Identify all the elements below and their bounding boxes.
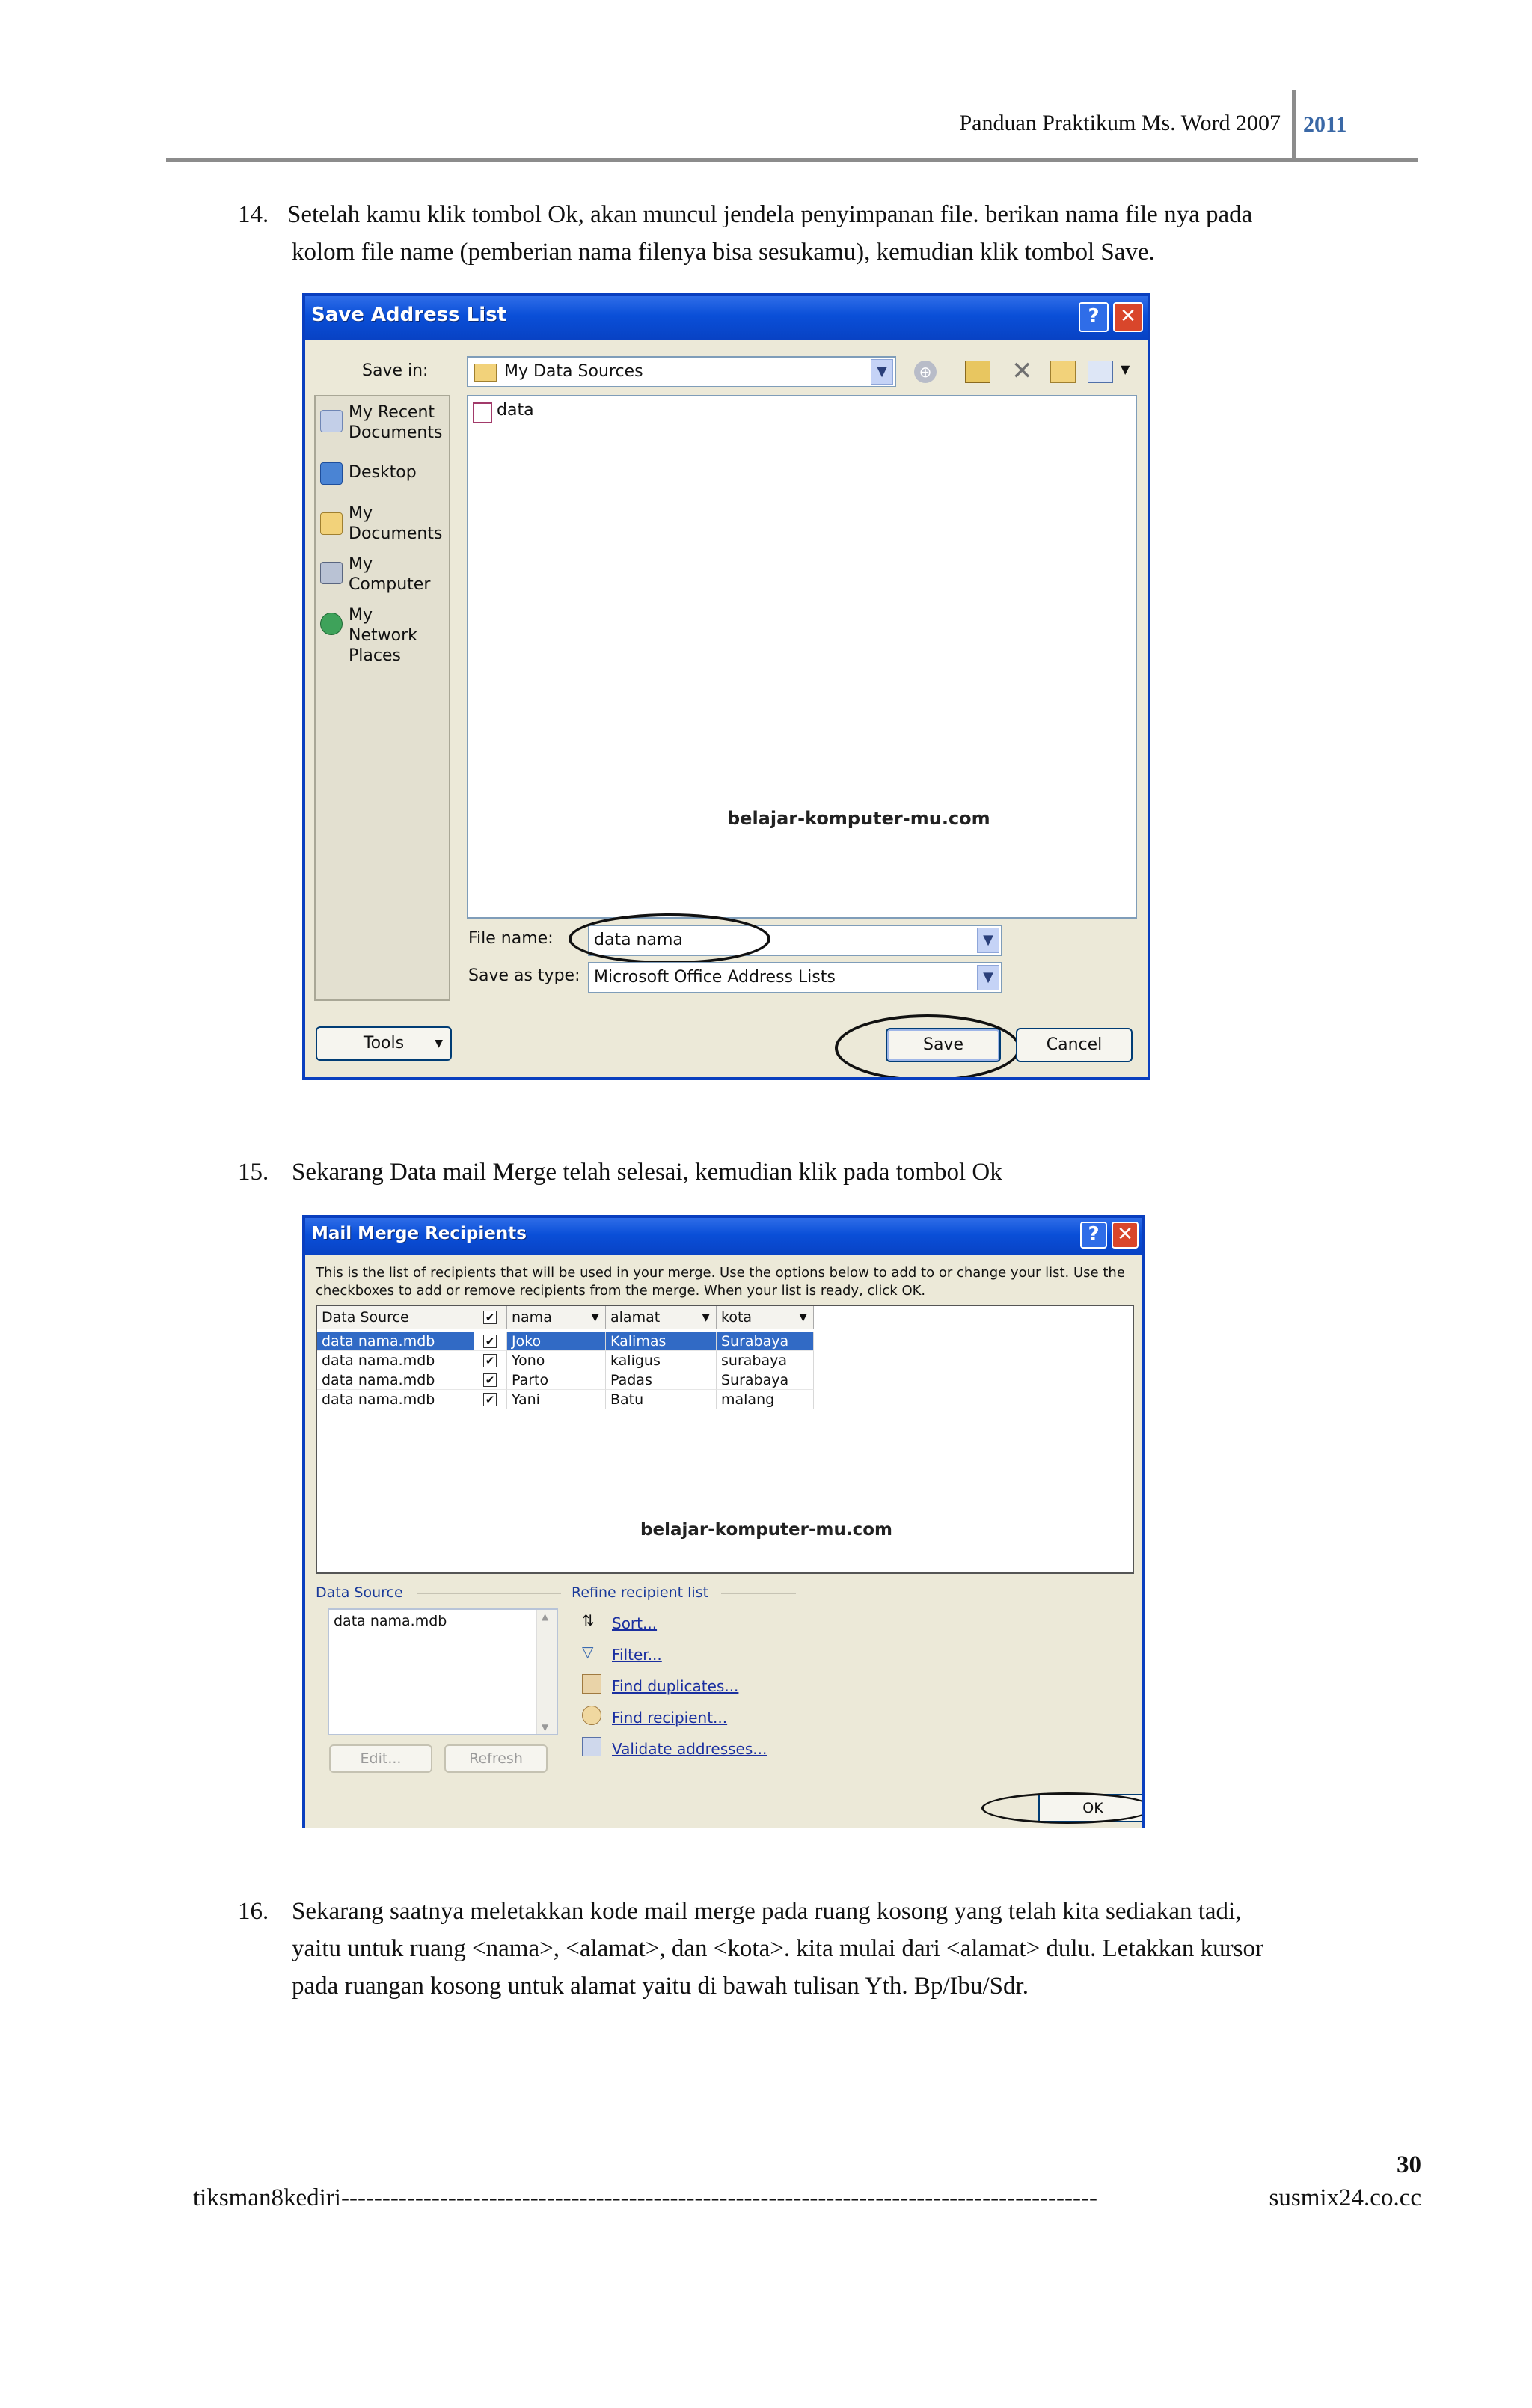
watermark: belajar-komputer-mu.com [727, 808, 990, 829]
cell-kota[interactable]: malang [717, 1390, 814, 1409]
filter-icon: ▽ [582, 1643, 594, 1661]
views-dropdown-arrow[interactable]: ▼ [1121, 362, 1130, 376]
cell-kota[interactable]: Surabaya [717, 1332, 814, 1351]
save-as-type-label: Save as type: [468, 966, 580, 985]
save-button[interactable]: Save [886, 1028, 1001, 1062]
close-button[interactable]: ✕ [1113, 302, 1143, 332]
step-15 [238, 1154, 1435, 1191]
cell-data-source[interactable]: data nama.mdb [317, 1370, 474, 1390]
watermark: belajar-komputer-mu.com [640, 1520, 893, 1540]
place-desktop[interactable]: Desktop [320, 462, 417, 482]
delete-icon[interactable]: ✕ [1011, 356, 1033, 386]
header-year: 2011 [1303, 112, 1347, 137]
help-button[interactable]: ? [1079, 302, 1109, 332]
cell-data-source[interactable]: data nama.mdb [317, 1351, 474, 1370]
file-list[interactable] [467, 395, 1137, 919]
step-16 [238, 1893, 1465, 2005]
dropdown-arrow-icon: ▼ [591, 1311, 599, 1323]
cell-alamat[interactable]: kaligus [606, 1351, 717, 1370]
views-icon[interactable] [1088, 361, 1113, 383]
place-my-computer[interactable]: My Computer [320, 554, 446, 595]
save-in-dropdown[interactable] [467, 356, 896, 387]
row-checkbox[interactable]: ✔ [474, 1351, 507, 1370]
tools-button[interactable]: Tools ▼ [316, 1026, 452, 1061]
dialog-titlebar [305, 296, 1148, 340]
dialog-title: Mail Merge Recipients [311, 1224, 527, 1243]
header-title: Panduan Praktikum Ms. Word 2007 [959, 111, 1281, 135]
file-name-value: data nama [594, 931, 683, 949]
place-my-network-places[interactable]: My Network Places [320, 605, 446, 666]
highlight-ellipse-filename [569, 913, 770, 964]
save-as-type-dropdown[interactable] [588, 962, 1002, 993]
ok-button[interactable]: OK [1038, 1794, 1145, 1822]
step-15-line1: Sekarang Data mail Merge telah selesai, kemudian klik pada tombol Ok [292, 1159, 1002, 1186]
filter-link[interactable]: Filter... [612, 1646, 662, 1664]
cancel-button[interactable]: Cancel [1016, 1028, 1133, 1062]
cell-data-source[interactable]: data nama.mdb [317, 1390, 474, 1409]
chevron-down-icon[interactable]: ▼ [977, 965, 999, 990]
row-checkbox[interactable]: ✔ [474, 1332, 507, 1351]
dialog-title: Save Address List [311, 304, 507, 326]
intro-text: This is the list of recipients that will be used in your merge. Use the options below to add to or change your list. Use the checkboxes to add or remove recipients from the merge. When your list is ready, click OK. [316, 1265, 1125, 1299]
step-16-line2: yaitu untuk ruang <nama>, <alamat>, dan <kota>. kita mulai dari <alamat> dulu. Letakkan kursor [292, 1935, 1263, 1962]
checkbox-all[interactable]: ✔ [483, 1311, 497, 1324]
cell-nama[interactable]: Yono [507, 1351, 606, 1370]
data-source-list-item[interactable]: data nama.mdb [334, 1613, 447, 1629]
close-button[interactable]: ✕ [1112, 1222, 1139, 1249]
find-recipient-icon [582, 1706, 601, 1725]
save-address-list-dialog [302, 293, 1150, 1080]
highlight-ellipse-save [835, 1014, 1020, 1080]
sort-link[interactable]: Sort... [612, 1614, 658, 1632]
footer-line [193, 2184, 1421, 2212]
group-divider [417, 1593, 561, 1594]
dialog-titlebar [305, 1218, 1142, 1255]
network-icon [320, 613, 343, 635]
folder-icon [474, 364, 497, 382]
cell-nama[interactable]: Joko [507, 1332, 606, 1351]
cell-alamat[interactable]: Kalimas [606, 1332, 717, 1351]
refresh-button[interactable]: Refresh [444, 1744, 548, 1773]
group-divider [721, 1593, 796, 1594]
new-folder-icon[interactable] [1050, 361, 1076, 383]
places-bar [314, 395, 450, 1001]
column-header-data-source[interactable]: Data Source [317, 1306, 474, 1329]
footer-left: tiksman8kediri [193, 2184, 341, 2211]
header-rule [166, 158, 1418, 162]
step-16-line3: pada ruangan kosong untuk alamat yaitu di bawah tulisan Yth. Bp/Ibu/Sdr. [292, 1973, 1029, 2000]
cell-alamat[interactable]: Batu [606, 1390, 717, 1409]
find-duplicates-link[interactable]: Find duplicates... [612, 1677, 739, 1695]
desktop-icon [320, 462, 343, 485]
chevron-down-icon[interactable]: ▼ [977, 928, 999, 953]
cell-nama[interactable]: Parto [507, 1370, 606, 1390]
step-16-line1: Sekarang saatnya meletakkan kode mail merge pada ruang kosong yang telah kita sediakan tadi, [292, 1898, 1242, 1925]
cell-alamat[interactable]: Padas [606, 1370, 717, 1390]
file-name-label: File name: [468, 929, 554, 948]
refine-group-label: Refine recipient list [572, 1584, 709, 1601]
recipients-table [316, 1305, 1134, 1574]
step-14 [238, 196, 1435, 271]
column-header-alamat[interactable]: alamat ▼ [606, 1306, 717, 1329]
step-14-line2: kolom file name (pemberian nama filenya bisa sesukamu), kemudian klik tombol Save. [292, 239, 1155, 266]
step-14-number: 14. [238, 201, 269, 228]
column-header-nama[interactable]: nama ▼ [507, 1306, 606, 1329]
file-item-data[interactable]: data [473, 401, 534, 420]
column-header-checkbox[interactable] [474, 1306, 507, 1329]
chevron-down-icon: ▼ [435, 1038, 443, 1050]
step-14-line1: Setelah kamu klik tombol Ok, akan muncul jendela penyimpanan file. berikan nama file nya pada [287, 201, 1253, 228]
save-in-label: Save in: [362, 361, 429, 380]
cell-data-source[interactable]: data nama.mdb [317, 1332, 474, 1351]
help-button[interactable]: ? [1080, 1222, 1107, 1249]
place-my-recent-documents[interactable]: My Recent Documents [320, 402, 446, 443]
save-in-value: My Data Sources [504, 362, 643, 381]
step-16-number: 16. [238, 1898, 269, 1925]
cell-kota[interactable]: Surabaya [717, 1370, 814, 1390]
scrollbar[interactable] [536, 1610, 557, 1734]
scroll-down-icon[interactable]: ▼ [542, 1722, 549, 1733]
place-my-documents[interactable]: My Documents [320, 503, 446, 544]
row-checkbox[interactable]: ✔ [474, 1370, 507, 1390]
sort-icon: ⇅ [582, 1611, 595, 1629]
database-file-icon [473, 402, 492, 423]
dropdown-arrow-icon: ▼ [799, 1311, 807, 1323]
back-icon[interactable]: ⊕ [914, 361, 937, 383]
validate-addresses-link[interactable]: Validate addresses... [612, 1740, 767, 1758]
page-number: 30 [1397, 2151, 1421, 2178]
find-duplicates-icon [582, 1674, 601, 1694]
find-recipient-link[interactable]: Find recipient... [612, 1709, 728, 1727]
footer-right: susmix24.co.cc [1269, 2184, 1421, 2211]
step-15-number: 15. [238, 1159, 269, 1186]
recent-documents-icon [320, 410, 343, 432]
my-computer-icon [320, 562, 343, 584]
save-as-type-value: Microsoft Office Address Lists [594, 968, 836, 987]
edit-button[interactable]: Edit... [329, 1744, 432, 1773]
validate-addresses-icon [582, 1737, 601, 1756]
column-header-kota[interactable]: kota ▼ [717, 1306, 814, 1329]
data-source-group-label: Data Source [316, 1584, 403, 1601]
data-source-list[interactable] [328, 1608, 558, 1735]
chevron-down-icon[interactable]: ▼ [871, 359, 893, 385]
cell-kota[interactable]: surabaya [717, 1351, 814, 1370]
cell-nama[interactable]: Yani [507, 1390, 606, 1409]
scroll-up-icon[interactable]: ▲ [542, 1611, 549, 1622]
highlight-ellipse-ok [981, 1792, 1145, 1824]
dropdown-arrow-icon: ▼ [702, 1311, 710, 1323]
mail-merge-recipients-dialog [302, 1215, 1145, 1828]
my-documents-icon [320, 512, 343, 535]
row-checkbox[interactable]: ✔ [474, 1390, 507, 1409]
header-divider [1292, 90, 1296, 159]
up-folder-icon[interactable] [965, 361, 990, 383]
footer-dashes: -------------------------------------------------------------------------------------------- [340, 2184, 1097, 2211]
